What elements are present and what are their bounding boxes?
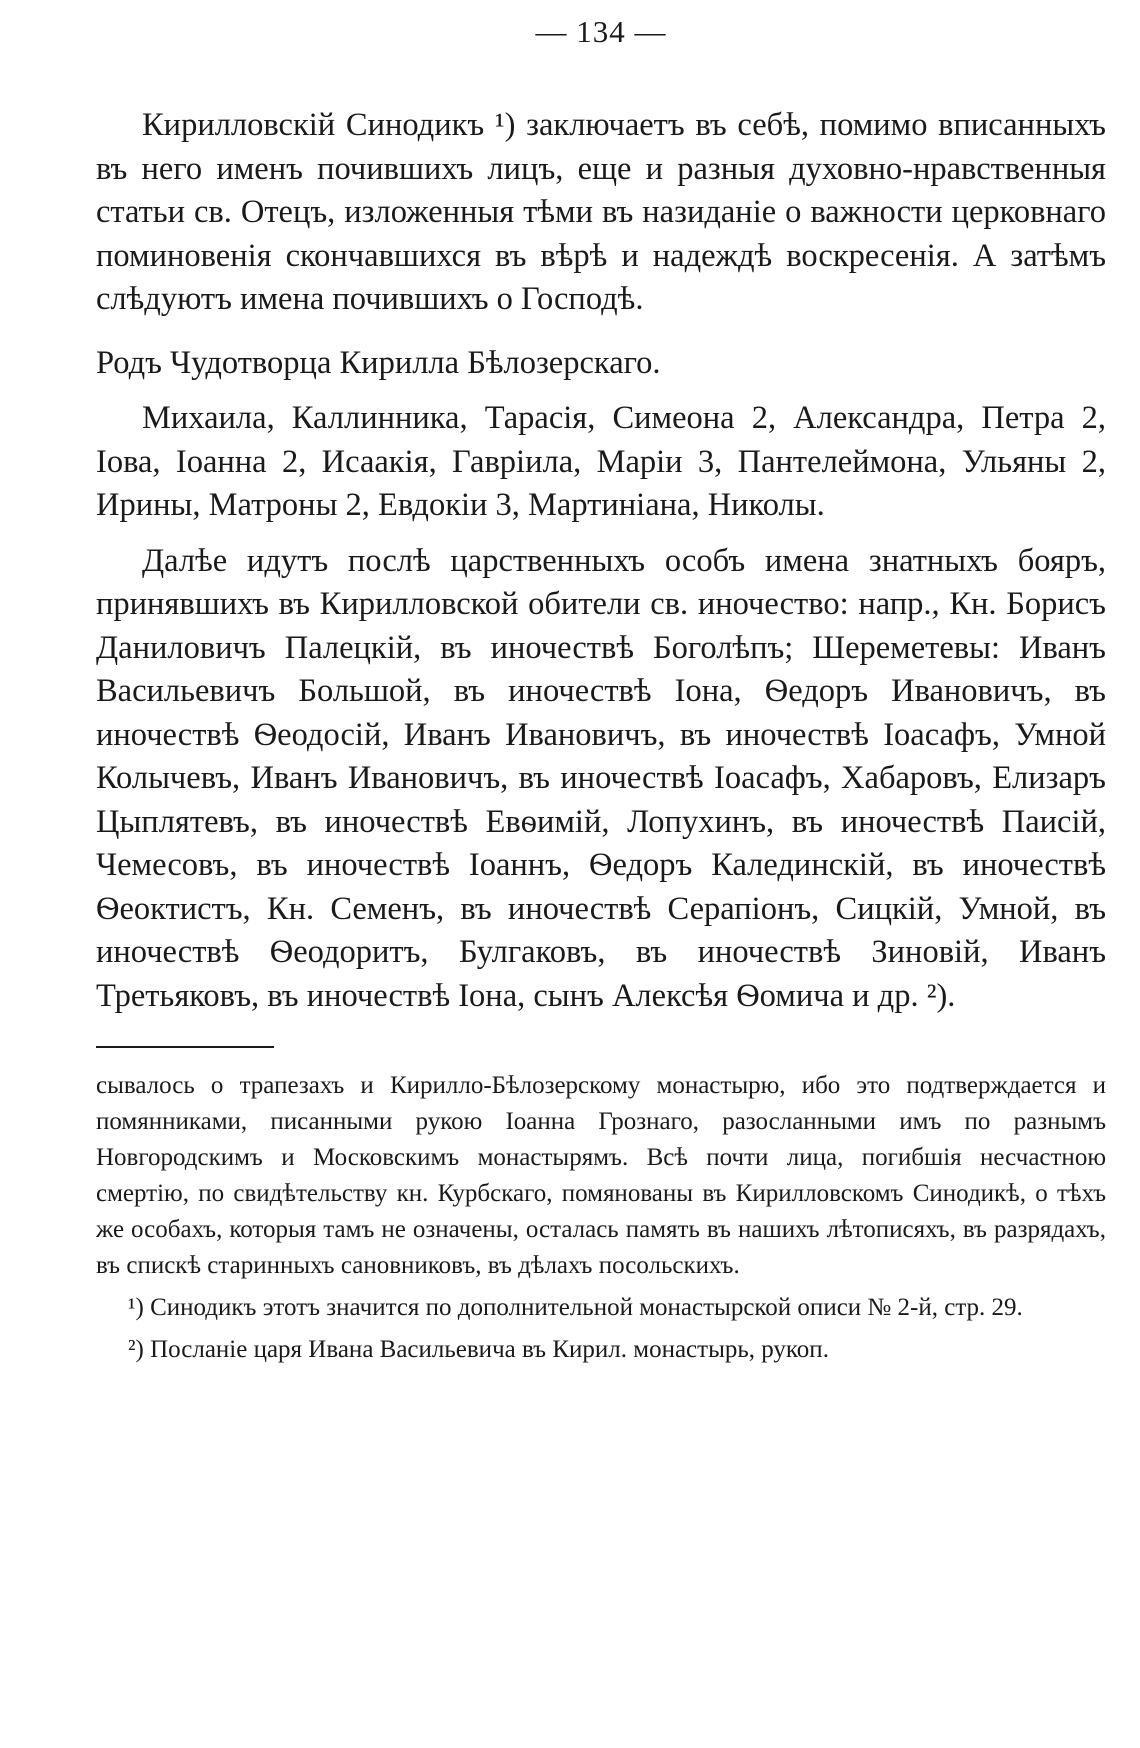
paragraph-boyars: Далѣе идутъ послѣ царственныхъ особъ имена знатныхъ бояръ, принявшихъ въ Кирилловской обители св. иночество: напр., Кн. Борисъ Даниловичъ Палецкій, въ иночествѣ Боголѣпъ; Шереметевы: Иванъ Васильевичъ Большой, въ иночествѣ Іона, Ѳедоръ Ивановичъ, въ иночествѣ Ѳеодосій, Иванъ Ивановичъ, въ иночествѣ Іоасафъ, Умной Колычевъ, Иванъ Ивановичъ, въ иночествѣ Іоасафъ, Хабаровъ, Елизаръ Цыплятевъ, въ иночествѣ Евѳимій, Лопухинъ, въ иночествѣ Паисій, Чемесовъ, въ иночествѣ Іоаннъ, Ѳедоръ Калединскій, въ иночествѣ Ѳеоктистъ, Кн. Семенъ, въ иночествѣ Серапіонъ, Сицкій, Умной, въ иночествѣ Ѳеодоритъ, Булгаковъ, въ иночествѣ Зиновій, Иванъ Третьяковъ, въ иночествѣ Іона, сынъ Алексѣя Ѳомича и др. ²). [96,542,1106,1014]
footnotes [96,1068,1106,1368]
footnote-1: ¹) Синодикъ этотъ значится по дополнительной монастырской описи № 2-й, стр. 29. [128,1294,1023,1321]
footnote-2: ²) Посланіе царя Ивана Васильевича въ Кирил. монастырь, рукоп. [128,1336,829,1363]
footnote-divider [96,1046,274,1048]
page-number: — 134 — [535,14,667,49]
footnote-continuation: сывалось о трапезахъ и Кирилло-Бѣлозерскому монастырю, ибо это подтверждается и помянниками, писанными рукою Іоанна Грознаго, разосланными имъ по разнымъ Новгородскимъ и Московскимъ монастырямъ. Всѣ почти лица, погибшія несчастною смертію, по свидѣтельству кн. Курбскаго, помянованы въ Кирилловскомъ Синодикѣ, о тѣхъ же особахъ, которыя тамъ не означены, осталась память въ нашихъ лѣтописяхъ, въ разрядахъ, въ спискѣ старинныхъ сановниковъ, въ дѣлахъ посольскихъ. [96,1072,1106,1279]
paragraph-synodik-intro: Кирилловскій Синодикъ ¹) заключаетъ въ себѣ, помимо вписанныхъ въ него именъ почившихъ лицъ, еще и разныя духовно-нравственныя статьи св. Отецъ, изложенныя тѣми въ назиданіе о важности церковнаго поминовенія скончавшихся въ вѣрѣ и надеждѣ воскресенія. А затѣмъ слѣдуютъ имена почившихъ о Господѣ. [96,107,1106,317]
section-heading: Родъ Чудотворца Кирилла Бѣлозерскаго. [96,344,661,381]
document-page [96,0,1106,1368]
main-text [96,104,1106,1018]
paragraph-names-list: Михаила, Каллинника, Тарасія, Симеона 2, Александра, Петра 2, Іова, Іоанна 2, Исаакія, Гавріила, Маріи 3, Пантелеймона, Ульяны 2, Ирины, Матроны 2, Евдокіи 3, Мартиніана, Николы. [96,400,1106,523]
